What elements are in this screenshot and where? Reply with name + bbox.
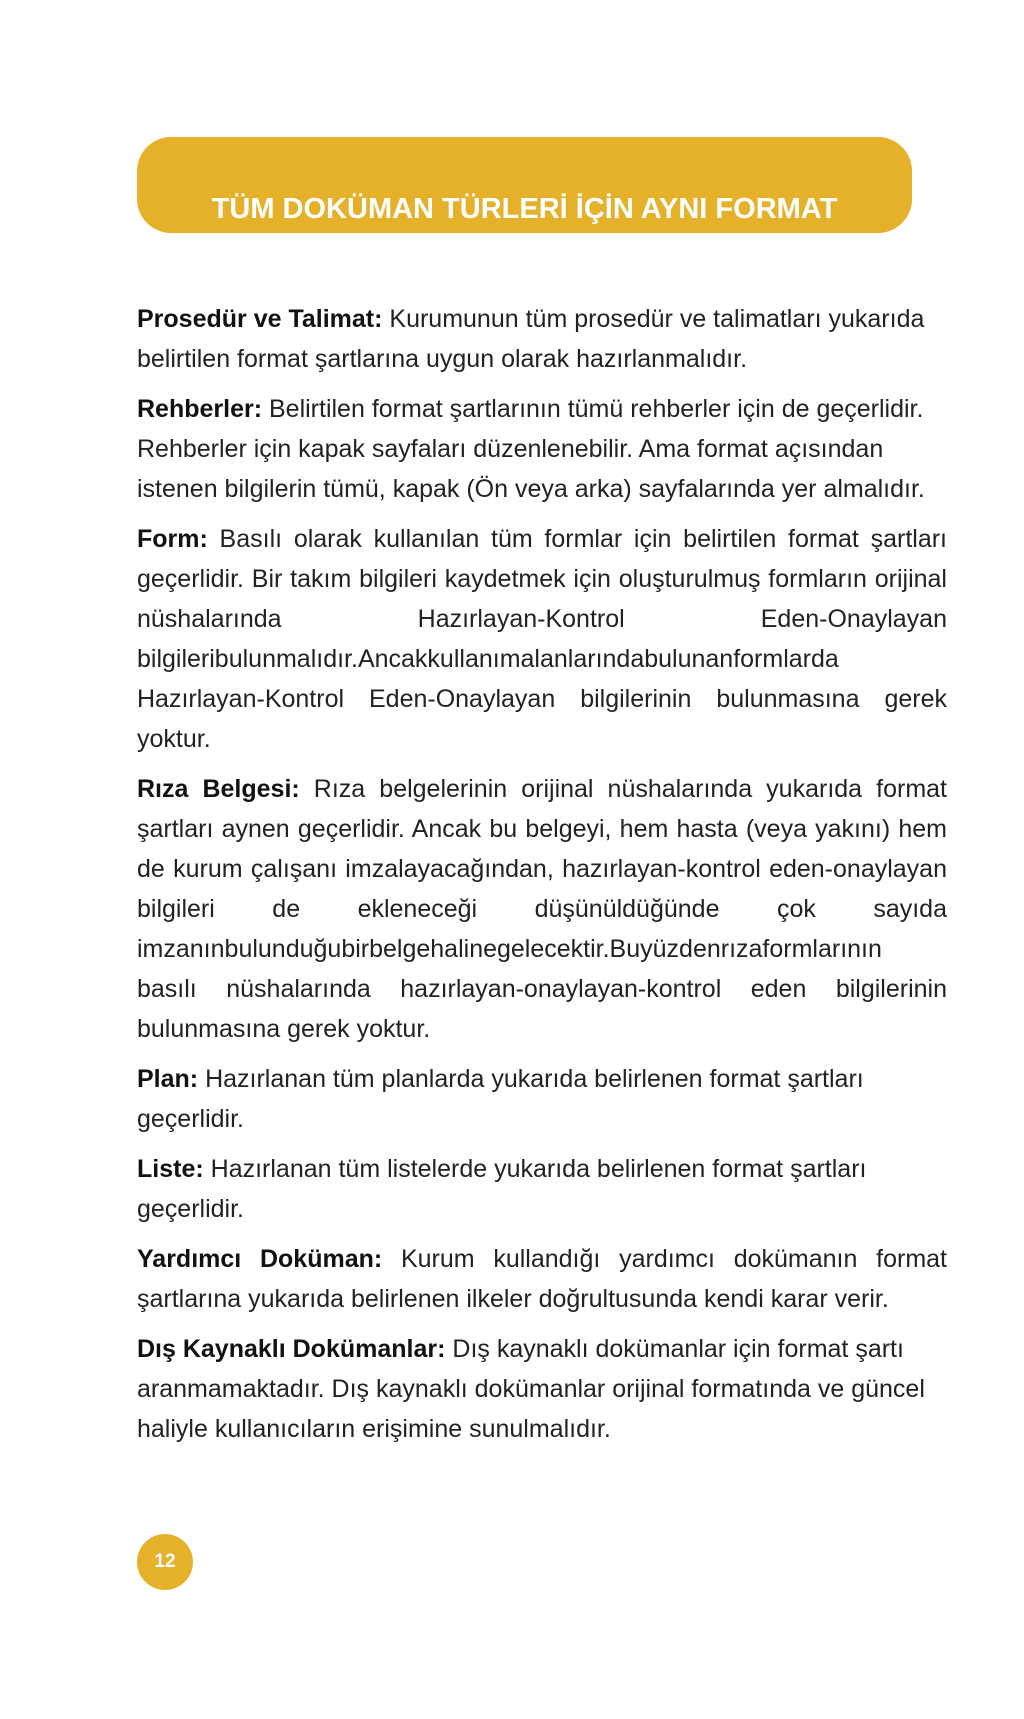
paragraph-term: Yardımcı Doküman: [137,1245,383,1273]
paragraph-text: Basılı olarak kullanılan tüm formlar için belirtilen format şartları geçerlidir. Bir takım bilgileri kaydetmek için oluşturulmuş formların orijinal nüshalarında Hazırlayan-Kontrol Eden-Onaylayan bilgileribulunmalıdır.Ancakkullanımalanlarındabulunanformlarda Hazırlayan-Kontrol Eden-Onaylayan bilgilerinin bulunmasına gerek yoktur. [137,525,947,753]
paragraph-text: Rıza belgelerinin orijinal nüshalarında yukarıda format şartları aynen geçerlidir. Ancak bu belgeyi, hem hasta (veya yakını) hem de kurum çalışanı imzalayacağından, hazırlayan-kontrol eden-onaylayan bilgileri de ekleneceği düşünüldüğünde çok sayıda imzanınbulunduğubirbelgehalinegelecektir.Buyüzdenrızaformlarının basılı nüshalarında hazırlayan-onaylayan-kontrol eden bilgilerinin bulunmasına gerek yoktur. [137,775,947,1043]
paragraph-dis-kaynakli [137,1329,947,1449]
paragraph-yardimci-dokuman [137,1239,947,1319]
paragraph-term: Rıza Belgesi: [137,775,300,803]
paragraph-riza-belgesi [137,769,947,1049]
paragraph-term: Form: [137,525,208,553]
paragraph-plan [137,1059,947,1139]
paragraph-text: Kurum kullandığı yardımcı dokümanın format şartlarına yukarıda belirlenen ilkeler doğrultusunda kendi karar verir. [137,1245,947,1313]
paragraph-term: Prosedür ve Talimat: [137,305,383,333]
section-banner [137,137,912,233]
paragraph-term: Liste: [137,1155,204,1183]
document-body [137,299,947,1459]
paragraph-term: Plan: [137,1065,199,1093]
paragraph-text: Kurumunun tüm prosedür ve talimatları yukarıda belirtilen format şartlarına uygun olarak hazırlanmalıdır. [137,305,925,373]
paragraph-liste [137,1149,947,1229]
paragraph-text: Hazırlanan tüm planlarda yukarıda belirlenen format şartları geçerlidir. [137,1065,864,1133]
paragraph-term: Rehberler: [137,395,263,423]
section-title: TÜM DOKÜMAN TÜRLERİ İÇİN AYNI FORMAT [211,193,838,225]
paragraph-text: Hazırlanan tüm listelerde yukarıda belirlenen format şartları geçerlidir. [137,1155,867,1223]
page-number-badge: 12 [137,1534,193,1590]
paragraph-form [137,519,947,759]
paragraph-text: Dış kaynaklı dokümanlar için format şartı aranmamaktadır. Dış kaynaklı dokümanlar orijinal formatında ve güncel haliyle kullanıcıların erişimine sunulmalıdır. [137,1335,925,1443]
paragraph-text: Belirtilen format şartlarının tümü rehberler için de geçerlidir. Rehberler için kapak sayfaları düzenlenebilir. Ama format açısından istenen bilgilerin tümü, kapak (Ön veya arka) sayfalarında yer almalıdır. [137,395,925,503]
paragraph-term: Dış Kaynaklı Dokümanlar: [137,1335,446,1363]
paragraph-rehberler [137,389,947,509]
paragraph-prosedur [137,299,947,379]
